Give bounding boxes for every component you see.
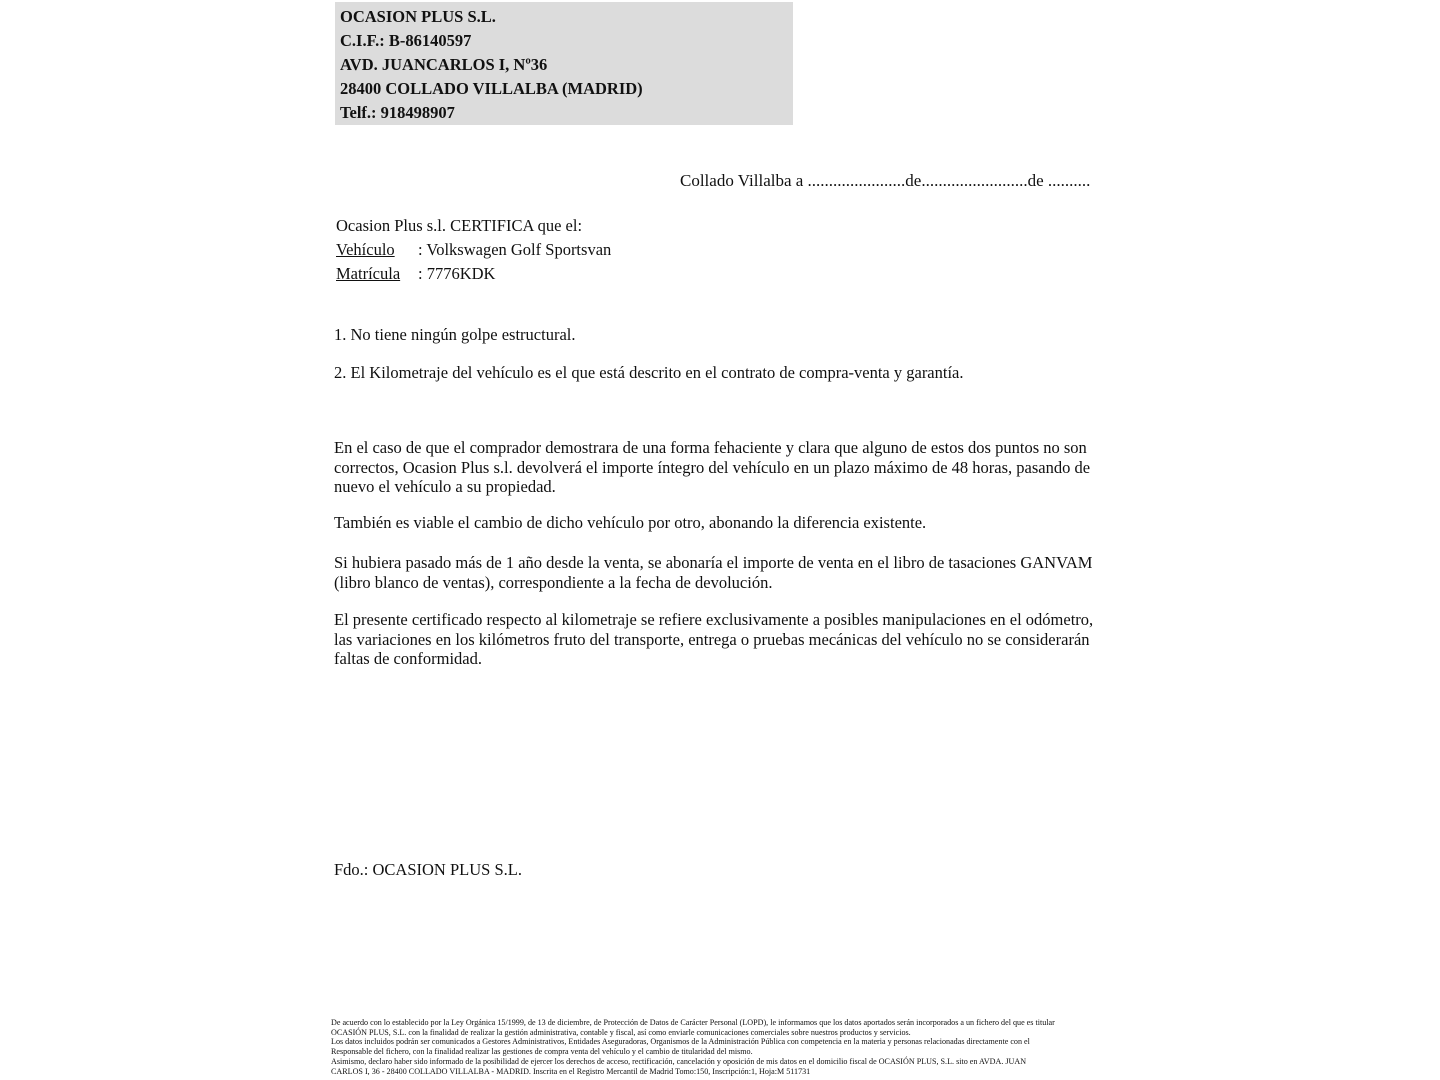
signature-line: Fdo.: OCASION PLUS S.L.: [334, 860, 522, 879]
letterhead-address: AVD. JUANCARLOS I, Nº36: [340, 55, 548, 74]
vehicle-label: Vehículo: [336, 240, 395, 259]
letterhead-city: 28400 COLLADO VILLALBA (MADRID): [340, 79, 643, 98]
legal-line-2: OCASIÓN PLUS, S.L. con la finalidad de realizar la gestión administrativa, contable y fiscal, así como enviarle comunicaciones comerciales sobre nuestros productos y servicios.: [331, 1027, 911, 1037]
legal-line-6: CARLOS I, 36 - 28400 COLLADO VILLALBA - MADRID. Inscrita en el Registro Mercantil de Madrid Tomo:150, Inscripción:1, Hoja:M 511731: [331, 1066, 811, 1076]
legal-line-1: De acuerdo con lo establecido por la Ley Orgánica 15/1999, de 13 de diciembre, de Protección de Datos de Carácter Personal (LOPD), le informamos que los datos aportados serán incorporados a un fichero del que es titular: [331, 1018, 1055, 1027]
certification-block: [336, 214, 611, 286]
plate-value: : 7776KDK: [418, 264, 496, 283]
letterhead-company-name: OCASION PLUS S.L.: [340, 7, 496, 26]
paragraph-exchange-clause: También es viable el cambio de dicho vehículo por otro, abonando la diferencia existente.: [334, 513, 927, 532]
letterhead: [335, 2, 793, 125]
certify-plate-row: [336, 262, 611, 286]
paragraph-odometer-clause: El presente certificado respecto al kilometraje se refiere exclusivamente a posibles manipulaciones en el odómetro, las variaciones en los kilómetros fruto del transporte, entrega o pruebas mecánicas del vehículo no se considerarán faltas de conformidad.: [334, 610, 1094, 668]
date-line: Collado Villalba a .......................de.........................de ..........: [680, 171, 1091, 190]
paragraph-refund-clause: En el caso de que el comprador demostrara de una forma fehaciente y clara que alguno de estos dos puntos no son correctos, Ocasion Plus s.l. devolverá el importe íntegro del vehículo en un plazo máximo de 48 horas, pasando de nuevo el vehículo a su propiedad.: [334, 438, 1091, 496]
legal-line-5: Asimismo, declaro haber sido informado de la posibilidad de ejercer los derechos de acceso, rectificación, cancelación y oposición de mis datos en el domicilio fiscal de OCASIÓN PLUS, S.L. sito en AVDA. JUAN: [331, 1056, 1027, 1066]
certify-intro: Ocasion Plus s.l. CERTIFICA que el:: [336, 216, 583, 235]
legal-line-3: Los datos incluidos podrán ser comunicados a Gestores Administrativos, Entidades Aseguradoras, Organismos de la Administración Pública con competencia en la materia y personas relacionadas directamente con el: [331, 1037, 1030, 1047]
certified-point-2: 2. El Kilometraje del vehículo es el que está descrito en el contrato de compra-venta y garantía.: [334, 363, 964, 382]
legal-fine-print: [331, 1018, 1055, 1076]
vehicle-value: : Volkswagen Golf Sportsvan: [418, 240, 612, 259]
certify-vehicle-row: [336, 238, 611, 262]
paragraph-ganvam-clause: Si hubiera pasado más de 1 año desde la venta, se abonaría el importe de venta en el libro de tasaciones GANVAM (libro blanco de ventas), correspondiente a la fecha de devolución.: [334, 553, 1093, 592]
certified-point-1: 1. No tiene ningún golpe estructural.: [334, 325, 576, 344]
letterhead-phone: Telf.: 918498907: [340, 103, 455, 122]
letterhead-cif: C.I.F.: B-86140597: [340, 31, 472, 50]
plate-label: Matrícula: [336, 264, 401, 283]
legal-line-4: Responsable del fichero, con la finalidad realizar las gestiones de compra venta del vehículo y el cambio de titularidad del mismo.: [331, 1047, 753, 1057]
